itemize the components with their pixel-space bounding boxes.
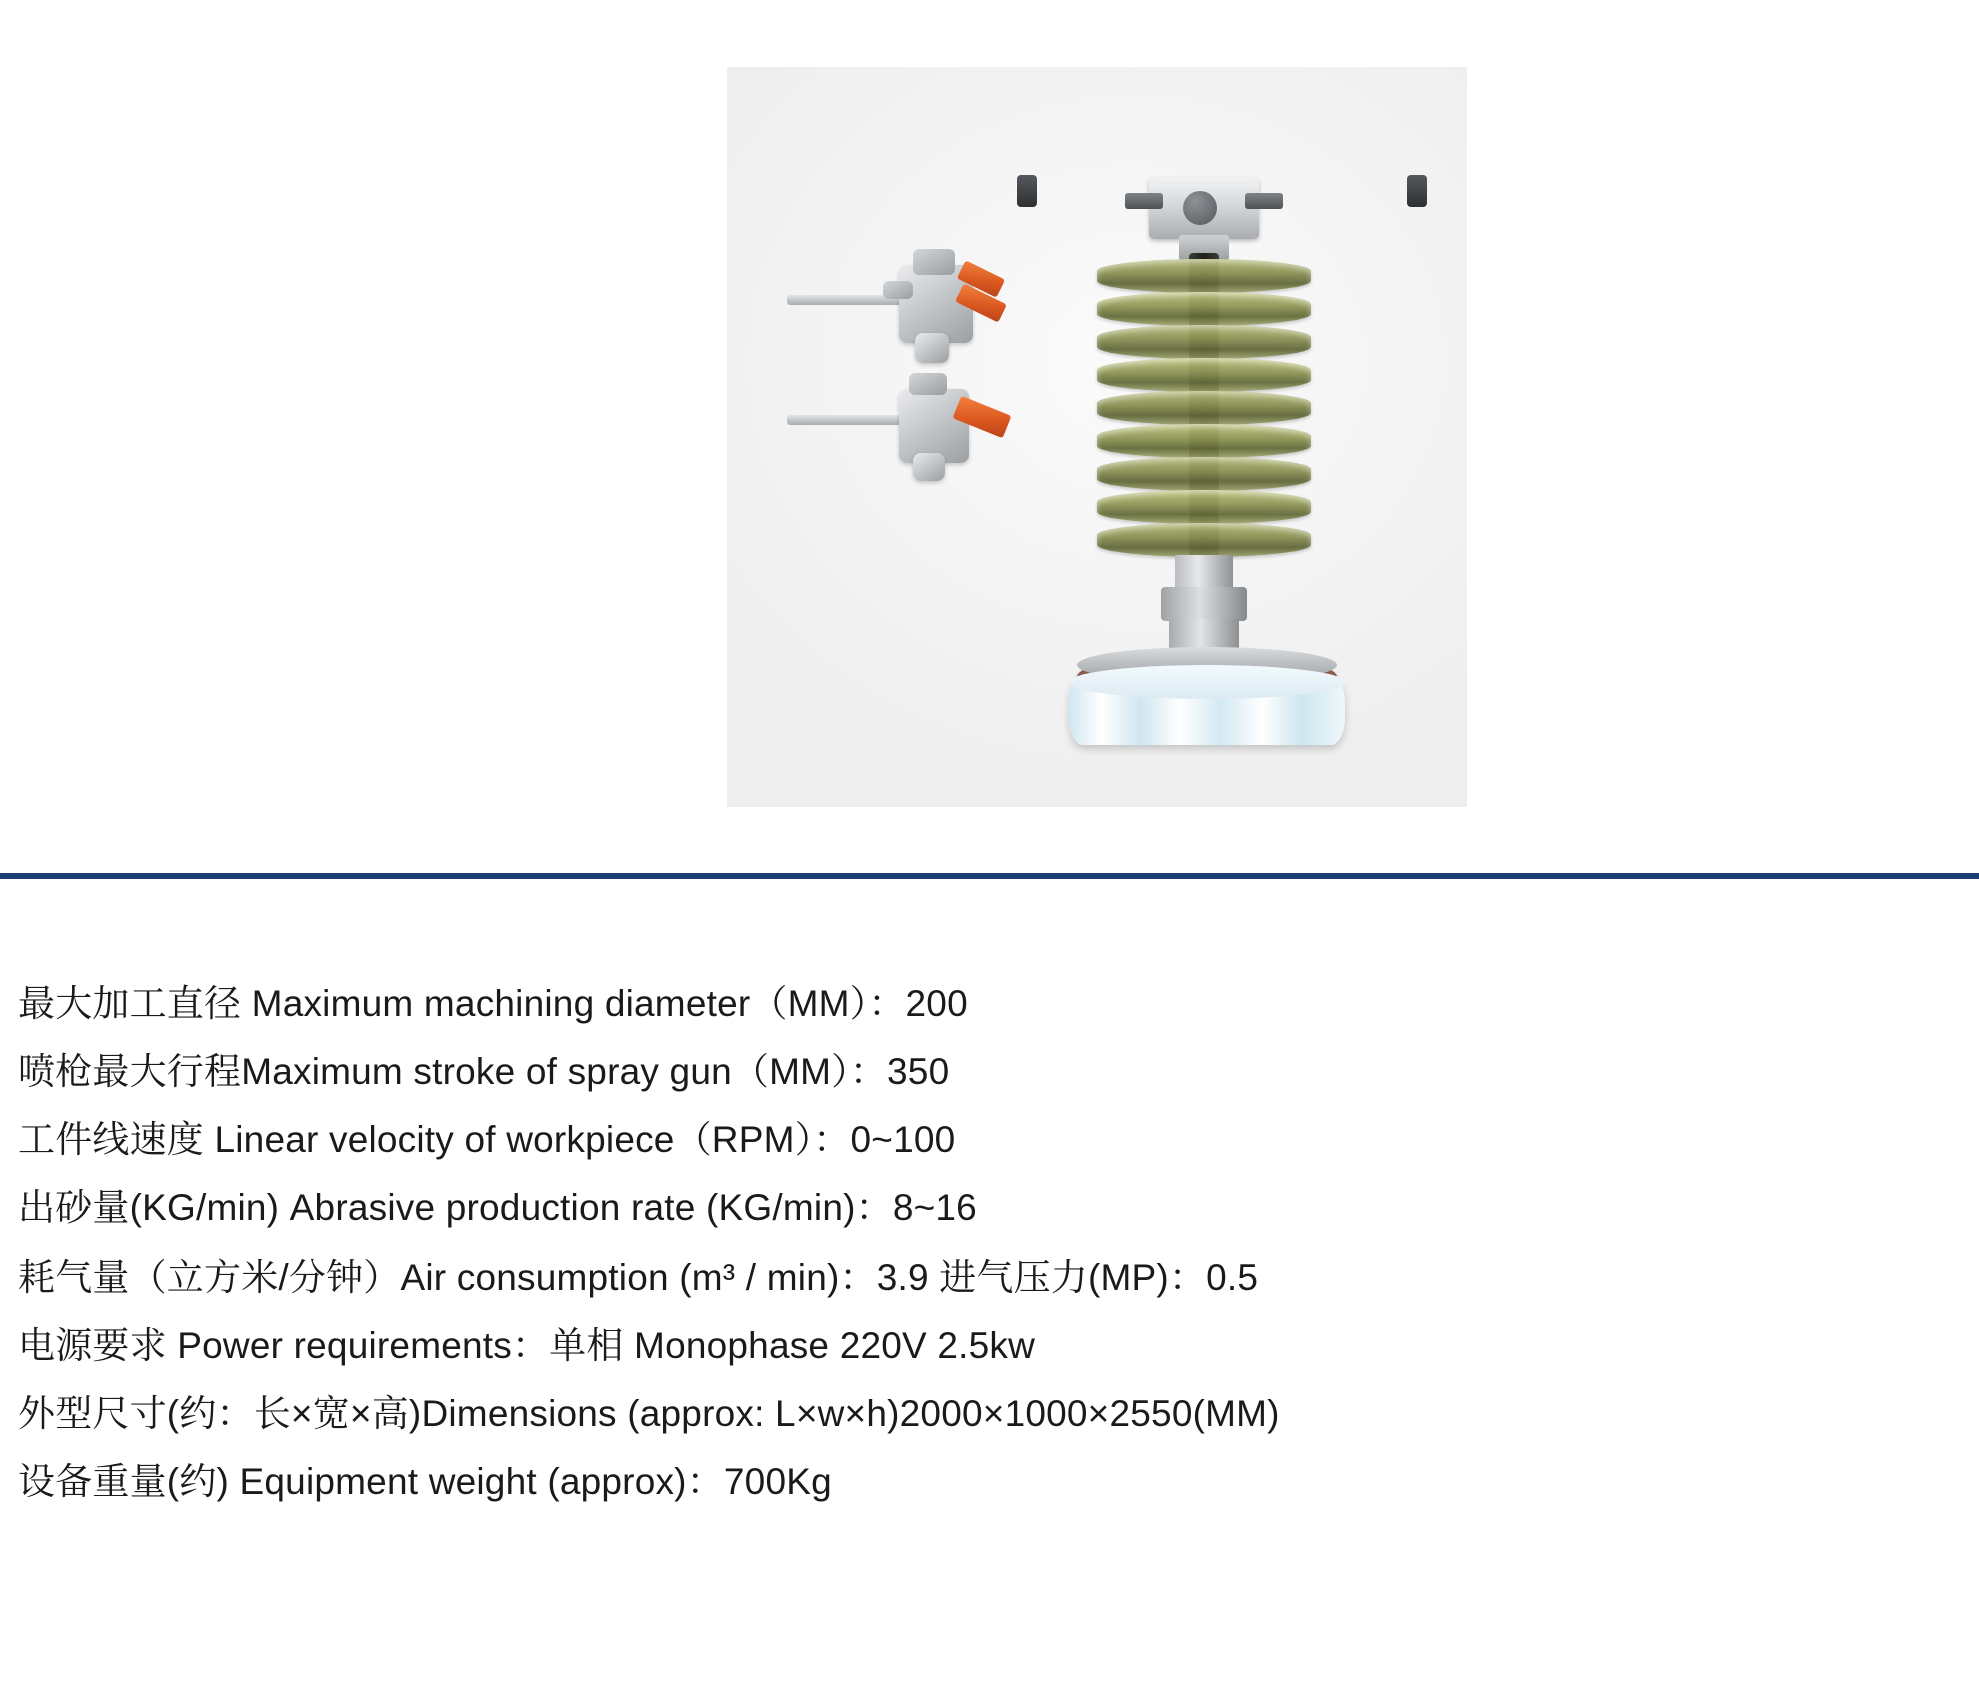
workpiece-assembly <box>1057 167 1387 767</box>
gun-base-lower <box>913 453 945 481</box>
photo-background <box>727 67 1467 807</box>
specification-list <box>18 985 1958 1531</box>
column-fin <box>1097 292 1311 326</box>
spray-gun-upper <box>787 247 1047 357</box>
column-fin <box>1097 358 1311 392</box>
gun-fitting-upper <box>883 281 913 299</box>
spec-power-requirements: 电源要求 Power requirements：单相 Monophase 220V 2.5kw <box>18 1325 1036 1366</box>
column-shaft <box>1175 555 1233 591</box>
product-image <box>727 67 1467 807</box>
gun-knob-lower <box>909 373 947 395</box>
column-fin <box>1097 259 1311 293</box>
column-fin <box>1097 490 1311 524</box>
chuck-arm-left <box>1125 193 1163 209</box>
chuck-arm-right <box>1245 193 1283 209</box>
spray-gun-lower <box>787 367 1047 477</box>
column-hub-upper <box>1161 587 1247 621</box>
spec-equipment-weight: 设备重量(约) Equipment weight (approx)：700Kg <box>18 1461 832 1502</box>
column-fin <box>1097 457 1311 491</box>
column-fin <box>1097 424 1311 458</box>
spec-max-machining-diameter: 最大加工直径 Maximum machining diameter（MM）：200 <box>18 983 968 1024</box>
finned-column <box>1097 259 1311 559</box>
spec-abrasive-production-rate: 出砂量(KG/min) Abrasive production rate (KG/min)：8~16 <box>18 1187 977 1228</box>
column-fin <box>1097 391 1311 425</box>
section-divider <box>0 873 1979 879</box>
spec-workpiece-linear-velocity: 工件线速度 Linear velocity of workpiece（RPM）：0~100 <box>18 1119 956 1160</box>
chuck-cap-right <box>1407 175 1427 207</box>
column-fin <box>1097 523 1311 557</box>
gun-rod-lower <box>787 415 905 425</box>
base-disc-top <box>1069 665 1345 699</box>
column-fin <box>1097 325 1311 359</box>
gun-knob-upper <box>913 249 955 275</box>
spec-air-consumption-and-inlet-pressure: 耗气量（立方米/分钟）Air consumption (m³ / min)：3.9 进气压力(MP)：0.5 <box>18 1257 1259 1298</box>
spec-dimensions: 外型尺寸(约：长×宽×高)Dimensions (approx: L×w×h)2000×1000×2550(MM) <box>18 1393 1280 1434</box>
spec-max-spray-gun-stroke: 喷枪最大行程Maximum stroke of spray gun（MM）：350 <box>18 1051 950 1092</box>
top-chuck <box>1149 177 1259 239</box>
gun-base-upper <box>915 333 949 363</box>
chuck-cap-left <box>1017 175 1037 207</box>
